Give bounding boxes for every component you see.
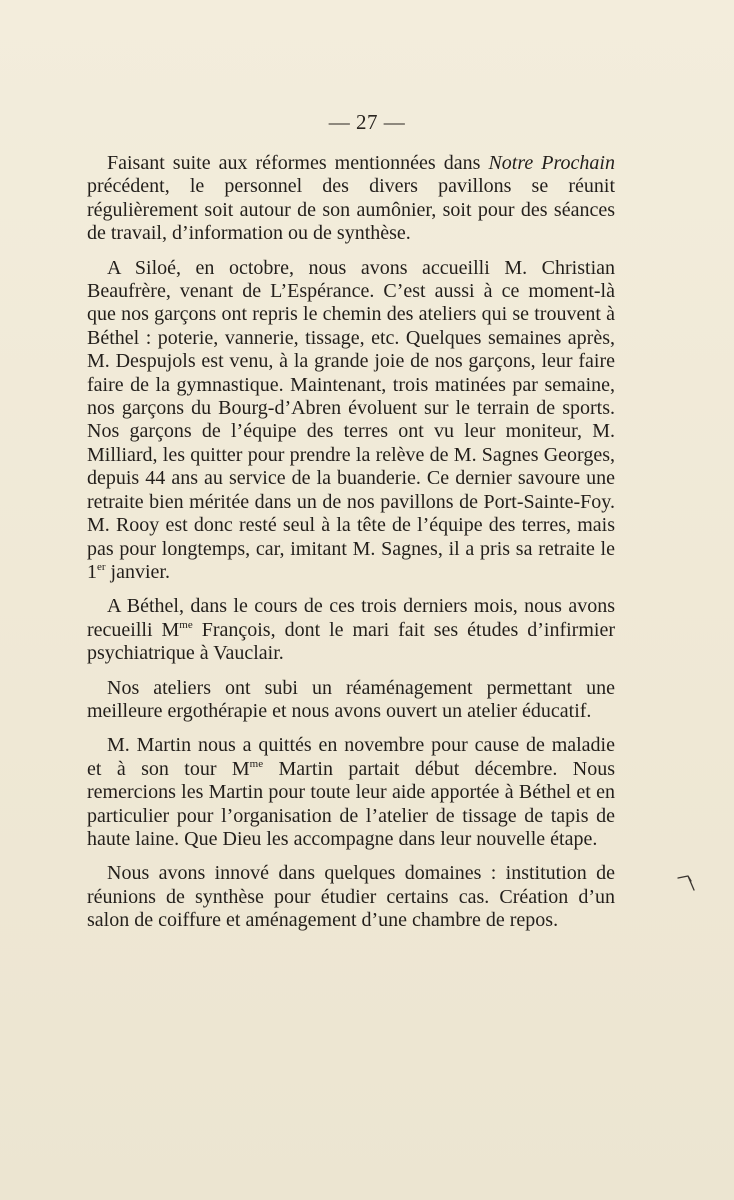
paragraph-3-text-end: François, dont le mari fait ses études d’infirmier psychiatrique à Vauclair. (87, 618, 615, 665)
publication-title: Notre Prochain (488, 152, 615, 174)
paragraph-2-text-start: A Siloé, en octobre, nous avons accueilli M. Christian Beaufrère, venant de L’Espérance. C’est aussi à ce moment-là que nos garçons ont repris le chemin des ateliers qui se trouvent à Béthel : poterie, vannerie, tissage, etc. Quelques semaines après, M. Despujols est venu, à la grande joie de nos garçons, leur faire faire de la gymnastique. Maintenant, trois matinées par semaine, nos garçons du Bourg-d’Abren évoluent sur le terrain de sports. Nos garçons de l’équipe des terres ont vu leur moniteur, M. Milliard, les quitter pour prendre la relève de M. Sagnes Georges, depuis 44 ans au service de la buanderie. Ce dernier savoure une retraite bien méritée dans un de nos pavillons de Port-Sainte-Foy. M. Rooy est donc resté seul à la tête de l’équipe des terres, mais pas pour longtemps, car, imitant M. Sagnes, il a pris sa retraite le 1 (87, 256, 615, 583)
page-number: — 27 — (328, 110, 406, 134)
paragraph-2-text-end: janvier. (105, 560, 170, 583)
paragraph-5-text-end: Martin partait début décembre. Nous remercions les Martin pour toute leur aide apportée à Béthel et en particulier pour l’organisation de l’atelier de tissage de tapis de haute laine. Que Dieu les accompagne dans leur nouvelle étape. (87, 757, 615, 850)
paragraph-5-text-start: M. Martin nous a quittés en novembre pour cause de maladie et à son tour M (87, 734, 615, 780)
paragraph-5 (87, 734, 615, 851)
title-superscript: me (249, 757, 264, 770)
body-text (87, 152, 615, 933)
paragraph-6: Nous avons innové dans quelques domaines : institution de réunions de synthèse pour étudier certains cas. Création d’un salon de coiffure et aménagement d’une chambre de repos. (87, 862, 615, 932)
paragraph-1-text-end: précédent, le personnel des divers pavillons se réunit régulièrement soit autour de son aumônier, soit pour des séances de travail, d’information ou de synthèse. (87, 175, 615, 245)
paragraph-4: Nos ateliers ont subi un réaménagement permettant une meilleure ergothérapie et nous avons ouvert un atelier éducatif. (87, 676, 615, 722)
ordinal-superscript: er (97, 560, 106, 573)
paragraph-2 (87, 257, 615, 585)
paragraph-3 (87, 595, 615, 665)
paragraph-3-text-start: A Béthel, dans le cours de ces trois derniers mois, nous avons recueilli M (87, 595, 615, 641)
title-superscript: me (179, 618, 193, 631)
paragraph-1 (87, 152, 615, 246)
pen-mark-icon (677, 872, 699, 894)
paragraph-1-text-start: Faisant suite aux réformes mentionnées dans (107, 152, 489, 174)
